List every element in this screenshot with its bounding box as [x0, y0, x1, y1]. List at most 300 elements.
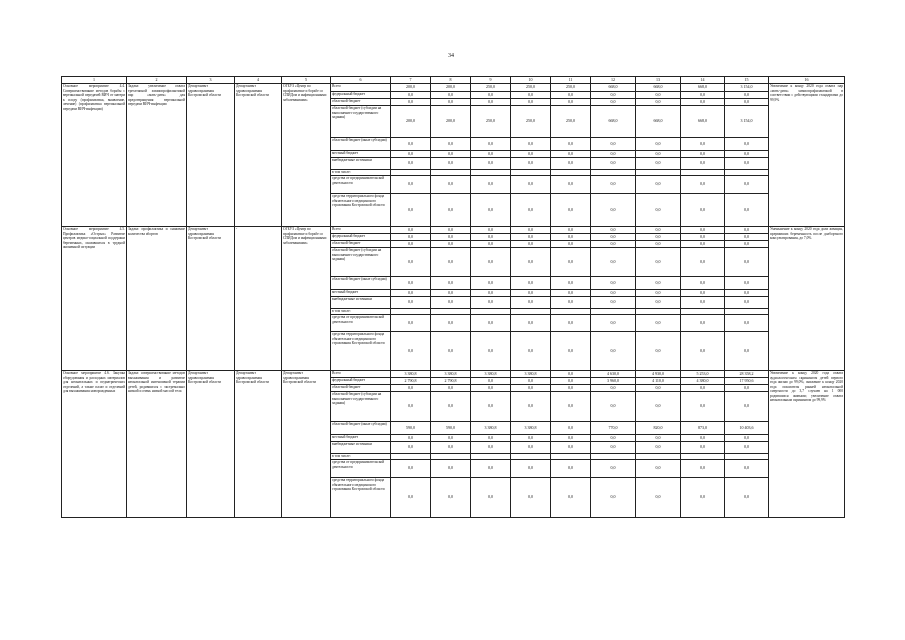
amount-cell: 0,0 — [725, 478, 769, 518]
amount-cell: 0,0 — [681, 176, 725, 194]
amount-cell: 820,0 — [636, 422, 681, 435]
amount-cell: 0,0 — [636, 234, 681, 241]
amount-cell: 0,0 — [725, 138, 769, 151]
amount-cell: 0,0 — [591, 138, 636, 151]
amount-cell: 0,0 — [551, 385, 591, 392]
amount-cell: 0,0 — [391, 241, 431, 248]
amount-cell: 0,0 — [725, 158, 769, 170]
amount-cell: 0,0 — [511, 297, 551, 309]
amount-cell: 0,0 — [681, 99, 725, 106]
amount-cell: 0,0 — [591, 234, 636, 241]
amount-cell: 0,0 — [681, 138, 725, 151]
amount-cell: 4 110,0 — [636, 378, 681, 385]
amount-cell: 0,0 — [591, 99, 636, 106]
amount-cell: 0,0 — [591, 297, 636, 309]
amount-cell: 668,0 — [636, 106, 681, 138]
amount-cell: 0,0 — [391, 290, 431, 297]
amount-cell: 0,0 — [551, 392, 591, 422]
column-number: 6 — [331, 77, 391, 84]
amount-cell: 0,0 — [551, 176, 591, 194]
amount-cell: 0,0 — [591, 158, 636, 170]
amount-cell: 0,0 — [431, 385, 471, 392]
amount-cell: 0,0 — [591, 385, 636, 392]
amount-cell: 0,0 — [551, 422, 591, 435]
amount-cell: 0,0 — [431, 99, 471, 106]
block-task: Задача: увеличение охвата трехэтапной химиопрофилактикой пар «мать-дитя» для предотвращения вертикальной передачи ВИЧ-инфекции — [127, 84, 187, 227]
amount-cell: 0,0 — [681, 315, 725, 332]
funding-source: федеральный бюджет — [331, 378, 391, 385]
block-result: Увеличение к концу 2020 года охвата пар «мать-дитя» химиопрофилактикой в соответствии с действующими стандартами до 99,9% — [769, 84, 845, 227]
amount-cell: 0,0 — [725, 176, 769, 194]
column-number: 7 — [391, 77, 431, 84]
amount-cell: 0,0 — [591, 151, 636, 158]
funding-source: внебюджетные источники — [331, 442, 391, 454]
funding-source: местный бюджет — [331, 435, 391, 442]
column-number-row — [62, 77, 845, 84]
funding-source: Всего — [331, 227, 391, 234]
amount-cell: 0,0 — [636, 297, 681, 309]
amount-cell: 0,0 — [681, 151, 725, 158]
amount-cell: 0,0 — [591, 277, 636, 290]
amount-cell: 0,0 — [511, 378, 551, 385]
amount-cell: 0,0 — [725, 241, 769, 248]
funding-source: средства от предпринимательской деятельности — [331, 460, 391, 478]
amount-cell: 0,0 — [591, 460, 636, 478]
amount-cell: 0,0 — [725, 315, 769, 332]
amount-cell: 0,0 — [636, 460, 681, 478]
amount-cell: 0,0 — [511, 194, 551, 227]
block-executor: ОГБУЗ «Центр по профилактике и борьбе со СПИДом и инфекционными заболеваниями» — [282, 227, 331, 371]
amount-cell: 0,0 — [391, 92, 431, 99]
amount-cell: 0,0 — [511, 442, 551, 454]
amount-cell: 0,0 — [431, 241, 471, 248]
amount-cell: 0,0 — [725, 392, 769, 422]
column-number: 14 — [681, 77, 725, 84]
amount-cell: 3 380,8 — [391, 371, 431, 378]
amount-cell: 668,0 — [591, 106, 636, 138]
amount-cell: 200,0 — [431, 84, 471, 92]
column-number: 9 — [471, 77, 511, 84]
amount-cell: 0,0 — [681, 234, 725, 241]
amount-cell: 0,0 — [511, 435, 551, 442]
funding-source: Всего — [331, 371, 391, 378]
amount-cell: 0,0 — [591, 92, 636, 99]
amount-cell: 0,0 — [636, 92, 681, 99]
column-number: 2 — [127, 77, 187, 84]
amount-cell: 0,0 — [471, 332, 511, 371]
amount-cell: 0,0 — [636, 248, 681, 277]
column-number: 16 — [769, 77, 845, 84]
funding-source: федеральный бюджет — [331, 92, 391, 99]
amount-cell: 0,0 — [636, 277, 681, 290]
amount-cell: 0,0 — [511, 176, 551, 194]
amount-cell: 0,0 — [681, 460, 725, 478]
amount-cell: 250,0 — [511, 106, 551, 138]
amount-cell: 0,0 — [431, 442, 471, 454]
block-customer: Департамент здравоохранения Костромской области — [235, 371, 282, 518]
amount-cell: 0,0 — [511, 138, 551, 151]
amount-cell: 0,0 — [681, 385, 725, 392]
block-customer: - — [235, 227, 282, 371]
amount-cell: 0,0 — [591, 248, 636, 277]
amount-cell: 0,0 — [391, 227, 431, 234]
amount-cell: 0,0 — [725, 151, 769, 158]
amount-cell: 250,0 — [511, 84, 551, 92]
amount-cell: 0,0 — [636, 315, 681, 332]
amount-cell: 0,0 — [551, 297, 591, 309]
block-task: Задача: профилактика и снижение количества абортов — [127, 227, 187, 371]
amount-cell: 0,0 — [591, 194, 636, 227]
amount-cell: 0,0 — [391, 435, 431, 442]
block-event: Основное мероприятие 4.5. Профилактика «Острых» Развитие центров медико-социальной поддержки беременных, оказавшихся в трудной жизненной ситуации — [62, 227, 127, 371]
block-event: Основное мероприятие 4.4. Совершенствование методов борьбы с вертикальной передачей ВИЧ от матери к плоду (профилактика, выявление, лечение) (профилактика вертикальной передачи ВИЧ-инфекции) — [62, 84, 127, 227]
main-table — [61, 76, 845, 518]
amount-cell: 0,0 — [636, 435, 681, 442]
amount-cell: 250,0 — [471, 84, 511, 92]
amount-cell: 0,0 — [681, 92, 725, 99]
block-customer: Департамент здравоохранения Костромской области — [235, 84, 282, 227]
amount-cell: 0,0 — [636, 332, 681, 371]
funding-source: средства от предпринимательской деятельности — [331, 315, 391, 332]
block-task: Задача: совершенствование методов выхаживания и развитие неонатальной интенсивной терапии детей, родившихся с экстремально низкой и очень низкой массой тела — [127, 371, 187, 518]
amount-cell: 0,0 — [391, 234, 431, 241]
funding-source: областной бюджет — [331, 385, 391, 392]
amount-cell: 0,0 — [681, 297, 725, 309]
amount-cell: 0,0 — [725, 385, 769, 392]
amount-cell: 5 253,0 — [681, 371, 725, 378]
amount-cell: 0,0 — [431, 92, 471, 99]
amount-cell: 3 960,0 — [591, 378, 636, 385]
amount-cell: 0,0 — [551, 158, 591, 170]
amount-cell: 0,0 — [511, 227, 551, 234]
funding-source: областной бюджет (субсидии на выполнение государственного задания) — [331, 106, 391, 138]
amount-cell: 28 358,2 — [725, 371, 769, 378]
column-number: 5 — [282, 77, 331, 84]
amount-cell: 0,0 — [431, 297, 471, 309]
amount-cell: 0,0 — [591, 478, 636, 518]
amount-cell: 250,0 — [551, 84, 591, 92]
amount-cell: 0,0 — [511, 234, 551, 241]
funding-source: средства от предпринимательской деятельности — [331, 176, 391, 194]
amount-cell: 0,0 — [391, 478, 431, 518]
amount-cell: 668,0 — [681, 106, 725, 138]
amount-cell: 3 154,0 — [725, 84, 769, 92]
block-org: Департамент здравоохранения Костромской области — [187, 84, 235, 227]
amount-cell: 0,0 — [636, 290, 681, 297]
amount-cell: 0,0 — [681, 435, 725, 442]
amount-cell: 0,0 — [391, 138, 431, 151]
amount-cell: 0,0 — [636, 442, 681, 454]
funding-source: средства территориального фонда обязательного медицинского страхования Костромской области — [331, 332, 391, 371]
amount-cell: 0,0 — [636, 158, 681, 170]
amount-cell: 250,0 — [551, 106, 591, 138]
amount-cell: 0,0 — [391, 392, 431, 422]
amount-cell: 0,0 — [471, 315, 511, 332]
amount-cell: 0,0 — [681, 442, 725, 454]
funding-source: федеральный бюджет — [331, 234, 391, 241]
amount-cell: 2 790,8 — [391, 378, 431, 385]
funding-source: областной бюджет — [331, 99, 391, 106]
amount-cell: 0,0 — [471, 378, 511, 385]
amount-cell: 4 930,0 — [636, 371, 681, 378]
funding-source: внебюджетные источники — [331, 158, 391, 170]
amount-cell: 0,0 — [551, 138, 591, 151]
amount-cell: 0,0 — [591, 176, 636, 194]
amount-cell: 0,0 — [431, 151, 471, 158]
amount-cell: 0,0 — [391, 194, 431, 227]
column-number: 15 — [725, 77, 769, 84]
funding-source: внебюджетные источники — [331, 297, 391, 309]
amount-cell: 0,0 — [511, 385, 551, 392]
amount-cell: 200,0 — [431, 106, 471, 138]
block-event: Основное мероприятие 4.6. Закупка оборудования и расходных материалов для неонатальных и педиатрических отделений, а также палат и отделений для выхаживания новорожденных — [62, 371, 127, 518]
amount-cell: 0,0 — [636, 151, 681, 158]
amount-cell: 0,0 — [471, 297, 511, 309]
amount-cell: 10 403,6 — [725, 422, 769, 435]
amount-cell: 0,0 — [391, 315, 431, 332]
amount-cell: 0,0 — [431, 234, 471, 241]
amount-cell: 0,0 — [391, 248, 431, 277]
amount-cell: 0,0 — [725, 290, 769, 297]
amount-cell: 0,0 — [431, 248, 471, 277]
amount-cell: 0,0 — [681, 478, 725, 518]
amount-cell: 0,0 — [511, 460, 551, 478]
amount-cell: 0,0 — [511, 315, 551, 332]
amount-cell: 0,0 — [471, 478, 511, 518]
amount-cell: 0,0 — [551, 332, 591, 371]
column-number: 3 — [187, 77, 235, 84]
table-row — [62, 84, 845, 92]
amount-cell: 0,0 — [591, 392, 636, 422]
funding-source: местный бюджет — [331, 151, 391, 158]
funding-source: средства территориального фонда обязательного медицинского страхования Костромской области — [331, 194, 391, 227]
amount-cell: 0,0 — [551, 151, 591, 158]
amount-cell: 0,0 — [551, 277, 591, 290]
amount-cell: 0,0 — [511, 332, 551, 371]
amount-cell: 2 790,8 — [431, 378, 471, 385]
amount-cell: 0,0 — [471, 227, 511, 234]
amount-cell: 0,0 — [471, 158, 511, 170]
amount-cell: 4 630,0 — [591, 371, 636, 378]
amount-cell: 0,0 — [511, 99, 551, 106]
block-executor: Департамент здравоохранения Костромской области — [282, 371, 331, 518]
amount-cell: 0,0 — [636, 194, 681, 227]
amount-cell: 3 380,8 — [431, 371, 471, 378]
amount-cell: 3 380,8 — [471, 371, 511, 378]
amount-cell: 0,0 — [591, 435, 636, 442]
amount-cell: 0,0 — [511, 392, 551, 422]
amount-cell: 0,0 — [591, 227, 636, 234]
amount-cell: 0,0 — [471, 241, 511, 248]
amount-cell: 0,0 — [471, 92, 511, 99]
amount-cell: 0,0 — [681, 332, 725, 371]
table-row — [62, 227, 845, 234]
amount-cell: 0,0 — [725, 297, 769, 309]
amount-cell: 0,0 — [681, 290, 725, 297]
amount-cell: 0,0 — [725, 234, 769, 241]
amount-cell: 0,0 — [431, 138, 471, 151]
table-row — [62, 371, 845, 378]
amount-cell: 0,0 — [551, 99, 591, 106]
amount-cell: 0,0 — [636, 138, 681, 151]
amount-cell: 3 380,8 — [471, 422, 511, 435]
funding-source: местный бюджет — [331, 290, 391, 297]
amount-cell: 0,0 — [431, 277, 471, 290]
amount-cell: 0,0 — [551, 227, 591, 234]
amount-cell: 0,0 — [681, 227, 725, 234]
amount-cell: 0,0 — [471, 460, 511, 478]
amount-cell: 0,0 — [681, 277, 725, 290]
block-org: Департамент здравоохранения Костромской области — [187, 227, 235, 371]
amount-cell: 590,0 — [391, 422, 431, 435]
amount-cell: 0,0 — [551, 290, 591, 297]
amount-cell: 0,0 — [636, 385, 681, 392]
amount-cell: 0,0 — [551, 460, 591, 478]
amount-cell: 0,0 — [511, 478, 551, 518]
amount-cell: 0,0 — [471, 99, 511, 106]
funding-source: Всего — [331, 84, 391, 92]
block-result: Уменьшение к концу 2020 года доли женщин, прервавших беременность после доабортного консультирования, до 7,0% — [769, 227, 845, 371]
amount-cell: 0,0 — [591, 290, 636, 297]
amount-cell: 4 380,0 — [681, 378, 725, 385]
amount-cell: 0,0 — [551, 378, 591, 385]
amount-cell: 0,0 — [471, 151, 511, 158]
amount-cell: 0,0 — [511, 248, 551, 277]
amount-cell: 0,0 — [725, 442, 769, 454]
amount-cell: 0,0 — [636, 227, 681, 234]
amount-cell: 0,0 — [725, 99, 769, 106]
amount-cell: 0,0 — [551, 435, 591, 442]
amount-cell: 0,0 — [471, 290, 511, 297]
amount-cell: 0,0 — [551, 92, 591, 99]
funding-source: средства территориального фонда обязательного медицинского страхования Костромской области — [331, 478, 391, 518]
amount-cell: 0,0 — [591, 442, 636, 454]
amount-cell: 0,0 — [591, 241, 636, 248]
amount-cell: 0,0 — [391, 297, 431, 309]
amount-cell: 668,0 — [591, 84, 636, 92]
amount-cell: 0,0 — [551, 478, 591, 518]
column-number: 12 — [591, 77, 636, 84]
column-number: 1 — [62, 77, 127, 84]
amount-cell: 0,0 — [636, 176, 681, 194]
amount-cell: 250,0 — [471, 106, 511, 138]
amount-cell: 3 154,0 — [725, 106, 769, 138]
funding-source: областной бюджет (субсидии на выполнение государственного задания) — [331, 392, 391, 422]
amount-cell: 0,0 — [511, 241, 551, 248]
amount-cell: 0,0 — [471, 194, 511, 227]
amount-cell: 0,0 — [636, 392, 681, 422]
amount-cell: 0,0 — [391, 332, 431, 371]
amount-cell: 668,0 — [681, 84, 725, 92]
column-number: 13 — [636, 77, 681, 84]
amount-cell: 0,0 — [725, 332, 769, 371]
amount-cell: 0,0 — [725, 194, 769, 227]
amount-cell: 0,0 — [471, 392, 511, 422]
amount-cell: 0,0 — [471, 277, 511, 290]
funding-source: областной бюджет (иные субсидии) — [331, 138, 391, 151]
amount-cell: 0,0 — [391, 460, 431, 478]
amount-cell: 0,0 — [725, 248, 769, 277]
amount-cell: 0,0 — [391, 176, 431, 194]
amount-cell: 0,0 — [431, 176, 471, 194]
amount-cell: 0,0 — [471, 435, 511, 442]
block-executor: ОГБУЗ «Центр по профилактике и борьбе со СПИДом и инфекционными заболеваниями» — [282, 84, 331, 227]
amount-cell: 0,0 — [511, 158, 551, 170]
amount-cell: 0,0 — [725, 460, 769, 478]
amount-cell: 873,0 — [681, 422, 725, 435]
amount-cell: 0,0 — [551, 315, 591, 332]
amount-cell: 0,0 — [431, 315, 471, 332]
amount-cell: 0,0 — [511, 277, 551, 290]
amount-cell: 3 380,8 — [511, 422, 551, 435]
page-number: 34 — [448, 53, 454, 59]
amount-cell: 0,0 — [391, 442, 431, 454]
amount-cell: 0,0 — [725, 92, 769, 99]
amount-cell: 0,0 — [681, 241, 725, 248]
funding-source: в том числе: — [331, 170, 391, 176]
amount-cell: 0,0 — [391, 158, 431, 170]
amount-cell: 0,0 — [431, 435, 471, 442]
column-number: 8 — [431, 77, 471, 84]
amount-cell: 0,0 — [551, 234, 591, 241]
amount-cell: 200,0 — [391, 84, 431, 92]
funding-source: областной бюджет — [331, 241, 391, 248]
amount-cell: 0,0 — [391, 99, 431, 106]
amount-cell: 0,0 — [636, 99, 681, 106]
amount-cell: 0,0 — [391, 277, 431, 290]
amount-cell: 0,0 — [471, 248, 511, 277]
block-result: Увеличение к концу 2020 года охвата аудиологическим скринингом детей первого года жизни до 99,0%; снижение к концу 2020 года показателя ранней неонатальной смертности до 3,7 случаев на 1 000 родившихся живыми; увеличение охвата неонатальным скринингом до 99,9% — [769, 371, 845, 518]
amount-cell: 0,0 — [681, 392, 725, 422]
amount-cell: 0,0 — [471, 234, 511, 241]
amount-cell: 0,0 — [636, 478, 681, 518]
amount-cell: 0,0 — [551, 442, 591, 454]
amount-cell: 0,0 — [591, 332, 636, 371]
amount-cell: 0,0 — [391, 151, 431, 158]
amount-cell: 590,0 — [431, 422, 471, 435]
amount-cell: 668,0 — [636, 84, 681, 92]
funding-source: областной бюджет (иные субсидии) — [331, 277, 391, 290]
amount-cell: 0,0 — [636, 241, 681, 248]
amount-cell: 0,0 — [431, 460, 471, 478]
amount-cell: 3 380,8 — [511, 371, 551, 378]
amount-cell: 0,0 — [681, 158, 725, 170]
amount-cell: 0,0 — [725, 435, 769, 442]
funding-source: в том числе: — [331, 309, 391, 315]
funding-source: областной бюджет (иные субсидии) — [331, 422, 391, 435]
amount-cell: 0,0 — [511, 290, 551, 297]
funding-source: в том числе: — [331, 454, 391, 460]
amount-cell: 0,0 — [471, 385, 511, 392]
amount-cell: 0,0 — [431, 478, 471, 518]
amount-cell: 0,0 — [591, 315, 636, 332]
funding-source: областной бюджет (субсидии на выполнение государственного задания) — [331, 248, 391, 277]
amount-cell: 0,0 — [431, 392, 471, 422]
block-org: Департамент здравоохранения Костромской области — [187, 371, 235, 518]
amount-cell: 0,0 — [471, 138, 511, 151]
amount-cell: 200,0 — [391, 106, 431, 138]
amount-cell: 0,0 — [725, 277, 769, 290]
amount-cell: 0,0 — [431, 158, 471, 170]
amount-cell: 770,0 — [591, 422, 636, 435]
column-number: 4 — [235, 77, 282, 84]
column-number: 11 — [551, 77, 591, 84]
amount-cell: 0,0 — [431, 332, 471, 371]
amount-cell: 0,0 — [551, 241, 591, 248]
amount-cell: 0,0 — [431, 194, 471, 227]
amount-cell: 0,0 — [551, 248, 591, 277]
amount-cell: 0,0 — [471, 442, 511, 454]
